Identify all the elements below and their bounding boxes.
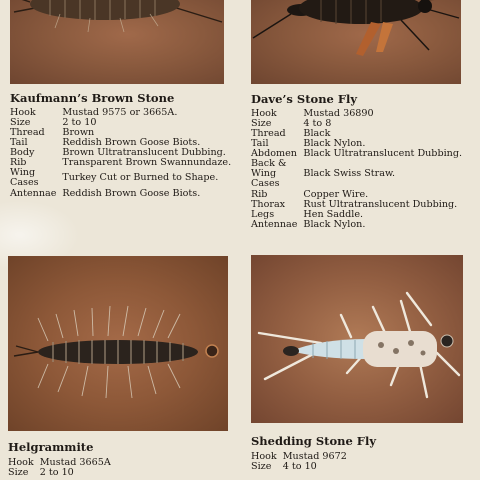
fly-title: Helgrammite xyxy=(8,440,94,454)
spec-key: Hook xyxy=(251,108,277,119)
spec-key: Hook xyxy=(10,107,36,118)
spec-value: 4 to 8 xyxy=(303,118,332,130)
spec-value: Reddish Brown Goose Biots. xyxy=(62,187,201,199)
spec-row xyxy=(10,108,231,118)
spec-key: Size xyxy=(8,467,29,479)
spec-value: 2 to 10 xyxy=(62,117,97,129)
spec-table-helgrammite xyxy=(8,458,111,478)
spec-key: Antennae xyxy=(251,218,298,230)
spec-value: Transparent Brown Swannundaze. xyxy=(62,157,232,169)
spec-value: Mustad 9575 or 3665A. xyxy=(62,107,178,118)
spec-key: Thread xyxy=(10,127,45,139)
spec-value: Reddish Brown Goose Biots. xyxy=(62,137,201,149)
spec-key: Antennae xyxy=(10,187,57,199)
fly-title: Dave’s Stone Fly xyxy=(251,92,358,106)
spec-value: Brown xyxy=(62,127,95,139)
spec-table-daves-stone-fly xyxy=(251,109,462,230)
spec-key: Tail xyxy=(251,138,269,150)
stone-fly-image xyxy=(251,0,461,84)
spec-row xyxy=(8,468,111,478)
helgrammite-image xyxy=(8,256,228,431)
fly-title: Kaufmann’s Brown Stone xyxy=(10,91,175,105)
spec-value: Mustad 3665A xyxy=(39,457,111,468)
spec-key: Rib xyxy=(251,188,268,200)
spec-key: Hook xyxy=(8,457,34,468)
photo-helgrammite xyxy=(8,256,228,431)
spec-value: Copper Wire. xyxy=(303,188,369,200)
spec-row xyxy=(251,462,347,472)
photo-kaufmanns-brown-stone xyxy=(10,0,224,84)
spec-row xyxy=(10,168,231,188)
spec-value: Hen Saddle. xyxy=(303,208,364,220)
spec-key: Size xyxy=(10,117,31,129)
spec-key: Size xyxy=(251,461,272,473)
spec-value: 4 to 10 xyxy=(282,461,317,473)
spec-value: Black Swiss Straw. xyxy=(303,168,396,180)
photo-shedding-stone-fly xyxy=(251,255,463,423)
spec-key: Thread xyxy=(251,128,286,140)
spec-key: Legs xyxy=(251,208,275,220)
spec-row xyxy=(251,220,462,230)
spec-row xyxy=(251,109,462,119)
spec-key: Thorax xyxy=(251,198,286,210)
spec-value: Black Nylon. xyxy=(303,218,366,230)
spec-value: Black Ultratranslucent Dubbing. xyxy=(303,148,463,160)
spec-value: Mustad 36890 xyxy=(303,108,374,119)
fly-title: Shedding Stone Fly xyxy=(251,434,377,448)
spec-key: Body xyxy=(10,147,35,159)
spec-key: Hook xyxy=(251,451,277,462)
spec-value: 2 to 10 xyxy=(39,467,74,479)
spec-key: Rib xyxy=(10,157,27,169)
spec-table-shedding-stone-fly xyxy=(251,452,347,472)
spec-value: Black Nylon. xyxy=(303,138,366,150)
spec-key: Wing Cases xyxy=(10,167,39,189)
spec-value: Mustad 9672 xyxy=(282,451,347,462)
spec-key: Size xyxy=(251,118,272,130)
spec-key: Abdomen xyxy=(251,148,297,160)
stonefly-nymph-image xyxy=(10,0,224,84)
spec-key: Tail xyxy=(10,137,28,149)
photo-daves-stone-fly xyxy=(251,0,461,84)
spec-table-kaufmanns-brown-stone xyxy=(10,108,231,199)
spec-row xyxy=(251,159,462,189)
spec-row xyxy=(10,189,231,199)
spec-value: Brown Ultratranslucent Dubbing. xyxy=(62,147,226,159)
shedding-stone-fly-image xyxy=(251,255,463,423)
spec-value: Rust Ultratranslucent Dubbing. xyxy=(303,198,458,210)
spec-value: Turkey Cut or Burned to Shape. xyxy=(62,172,219,184)
spec-key: Back & Wing Cases xyxy=(251,158,287,190)
spec-row xyxy=(10,158,231,168)
spec-value: Black xyxy=(303,128,331,140)
